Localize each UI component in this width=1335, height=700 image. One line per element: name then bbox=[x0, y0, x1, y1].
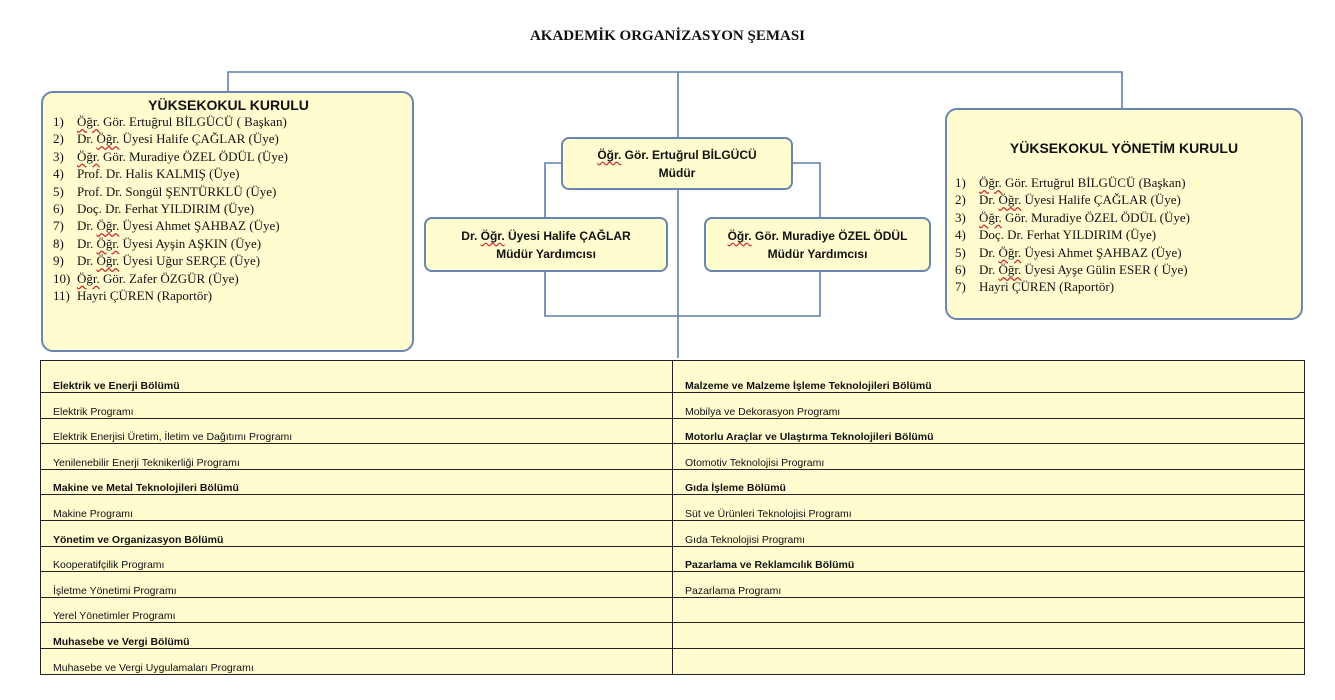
mudur-box bbox=[561, 137, 793, 190]
table-row bbox=[41, 572, 1305, 598]
member-item bbox=[955, 278, 1293, 295]
mudur-name: Öğr. Gör. Ertuğrul BİLGÜCÜ bbox=[597, 148, 757, 162]
member-name: Doç. Dr. Ferhat YILDIRIM (Üye) bbox=[77, 201, 255, 217]
department-cell: Pazarlama ve Reklamcılık Bölümü bbox=[673, 546, 1305, 572]
department-cell: Elektrik ve Enerji Bölümü bbox=[41, 361, 673, 393]
member-name: Dr. Öğr. Üyesi Ayşe Gülin ESER ( Üye) bbox=[979, 262, 1188, 278]
program-cell: Elektrik Enerjisi Üretim, İletim ve Dağıtımı Programı bbox=[41, 418, 673, 444]
member-name: Hayri ÇÜREN (Raportör) bbox=[77, 288, 213, 304]
member-item bbox=[955, 209, 1293, 226]
member-item bbox=[53, 130, 404, 147]
mudur-yardimcisi-1-name: Dr. Öğr. Üyesi Halife ÇAĞLAR bbox=[461, 229, 631, 243]
table-row bbox=[41, 623, 1305, 649]
member-number: 2) bbox=[53, 131, 64, 147]
member-number: 2) bbox=[955, 192, 966, 208]
member-name: Öğr. Gör. Ertuğrul BİLGÜCÜ (Başkan) bbox=[979, 175, 1186, 190]
program-cell: İşletme Yönetimi Programı bbox=[41, 572, 673, 598]
program-cell: Yenilenebilir Enerji Teknikerliği Programı bbox=[41, 444, 673, 470]
table-row bbox=[41, 418, 1305, 444]
department-cell: Muhasebe ve Vergi Bölümü bbox=[41, 623, 673, 649]
member-number: 1) bbox=[53, 114, 64, 129]
program-cell: Gıda Teknolojisi Programı bbox=[673, 520, 1305, 546]
department-cell: Yönetim ve Organizasyon Bölümü bbox=[41, 520, 673, 546]
program-cell: Otomotiv Teknolojisi Programı bbox=[673, 444, 1305, 470]
member-item bbox=[53, 200, 404, 217]
mudur-yardimcisi-1-role: Müdür Yardımcısı bbox=[496, 247, 596, 261]
yuksekokul-kurulu-members bbox=[53, 113, 404, 304]
table-row bbox=[41, 393, 1305, 419]
member-item bbox=[53, 113, 404, 130]
page-title: AKADEMİK ORGANİZASYON ŞEMASI bbox=[529, 28, 806, 44]
member-name: Dr. Öğr. Üyesi Ayşin AŞKIN (Üye) bbox=[77, 235, 262, 251]
member-item bbox=[53, 270, 404, 287]
program-cell: Pazarlama Programı bbox=[673, 572, 1305, 598]
mudur-yardimcisi-2-box bbox=[704, 217, 931, 272]
member-item bbox=[53, 235, 404, 252]
table-row bbox=[41, 444, 1305, 470]
member-number: 6) bbox=[955, 262, 966, 278]
member-number: 1) bbox=[955, 175, 966, 190]
member-name: Öğr. Gör. Zafer ÖZGÜR (Üye) bbox=[77, 270, 239, 286]
program-cell: Makine Programı bbox=[41, 495, 673, 521]
member-number: 5) bbox=[955, 244, 966, 260]
member-number: 4) bbox=[955, 227, 966, 243]
member-number: 6) bbox=[53, 201, 64, 217]
member-number: 9) bbox=[53, 253, 64, 269]
mudur-yardimcisi-2-role: Müdür Yardımcısı bbox=[767, 247, 868, 261]
units-table bbox=[40, 360, 1305, 675]
table-row bbox=[41, 495, 1305, 521]
department-cell: Gıda İşleme Bölümü bbox=[673, 469, 1305, 495]
program-cell: Yerel Yönetimler Programı bbox=[41, 597, 673, 623]
member-name: Dr. Öğr. Üyesi Ahmet ŞAHBAZ (Üye) bbox=[979, 244, 1182, 260]
program-cell bbox=[673, 648, 1305, 674]
program-cell: Süt ve Ürünleri Teknolojisi Programı bbox=[673, 495, 1305, 521]
member-number: 3) bbox=[955, 209, 966, 225]
right-assistant-connector bbox=[792, 163, 820, 217]
table-row bbox=[41, 469, 1305, 495]
mudur-role: Müdür bbox=[658, 166, 696, 180]
member-item bbox=[53, 148, 404, 165]
assistant-bottom-connector bbox=[545, 271, 820, 316]
program-cell bbox=[673, 623, 1305, 649]
member-number: 10) bbox=[53, 270, 71, 286]
program-cell bbox=[673, 597, 1305, 623]
member-name: Dr. Öğr. Üyesi Halife ÇAĞLAR (Üye) bbox=[77, 131, 279, 147]
member-item bbox=[955, 174, 1293, 191]
member-number: 5) bbox=[53, 183, 64, 199]
member-number: 4) bbox=[53, 166, 64, 182]
yonetim-kurulu-members bbox=[955, 174, 1293, 296]
mudur-yardimcisi-2-name: Öğr. Gör. Muradiye ÖZEL ÖDÜL bbox=[727, 229, 908, 243]
member-name: Öğr. Gör. Ertuğrul BİLGÜCÜ ( Başkan) bbox=[77, 114, 287, 129]
member-item bbox=[53, 183, 404, 200]
program-cell: Elektrik Programı bbox=[41, 393, 673, 419]
table-row bbox=[41, 520, 1305, 546]
member-name: Dr. Öğr. Üyesi Halife ÇAĞLAR (Üye) bbox=[979, 192, 1181, 208]
department-cell: Malzeme ve Malzeme İşleme Teknolojileri Bölümü bbox=[673, 361, 1305, 393]
member-name: Öğr. Gör. Muradiye ÖZEL ÖDÜL (Üye) bbox=[979, 209, 1190, 225]
member-item bbox=[53, 287, 404, 304]
member-item bbox=[53, 252, 404, 269]
member-number: 8) bbox=[53, 235, 64, 251]
member-number: 7) bbox=[955, 279, 966, 295]
member-item bbox=[955, 226, 1293, 243]
member-item bbox=[955, 261, 1293, 278]
member-number: 3) bbox=[53, 148, 64, 164]
table-row bbox=[41, 361, 1305, 393]
table-row bbox=[41, 648, 1305, 674]
program-cell: Muhasebe ve Vergi Uygulamaları Programı bbox=[41, 648, 673, 674]
yonetim-kurulu-box bbox=[945, 108, 1303, 320]
member-name: Dr. Öğr. Üyesi Uğur SERÇE (Üye) bbox=[77, 253, 261, 269]
program-cell: Mobilya ve Dekorasyon Programı bbox=[673, 393, 1305, 419]
table-row bbox=[41, 597, 1305, 623]
mudur-yardimcisi-1-box bbox=[424, 217, 668, 272]
member-name: Hayri ÇÜREN (Raportör) bbox=[979, 279, 1115, 295]
member-name: Prof. Dr. Songül ŞENTÜRKLÜ (Üye) bbox=[77, 183, 277, 199]
yuksekokul-kurulu-box bbox=[41, 91, 414, 352]
member-name: Prof. Dr. Halis KALMIŞ (Üye) bbox=[77, 166, 240, 182]
department-cell: Motorlu Araçlar ve Ulaştırma Teknolojileri Bölümü bbox=[673, 418, 1305, 444]
member-number: 7) bbox=[53, 218, 64, 234]
table-row bbox=[41, 546, 1305, 572]
member-name: Öğr. Gör. Muradiye ÖZEL ÖDÜL (Üye) bbox=[77, 148, 288, 164]
member-item bbox=[53, 217, 404, 234]
department-cell: Makine ve Metal Teknolojileri Bölümü bbox=[41, 469, 673, 495]
member-item bbox=[955, 191, 1293, 208]
member-name: Dr. Öğr. Üyesi Ahmet ŞAHBAZ (Üye) bbox=[77, 218, 280, 234]
yonetim-kurulu-title: YÜKSEKOKUL YÖNETİM KURULU bbox=[1009, 140, 1239, 156]
member-item bbox=[53, 165, 404, 182]
member-number: 11) bbox=[53, 288, 70, 304]
member-item bbox=[955, 244, 1293, 261]
member-name: Doç. Dr. Ferhat YILDIRIM (Üye) bbox=[979, 227, 1157, 243]
yuksekokul-kurulu-title: YÜKSEKOKUL KURULU bbox=[148, 97, 309, 113]
program-cell: Kooperatifçilik Programı bbox=[41, 546, 673, 572]
